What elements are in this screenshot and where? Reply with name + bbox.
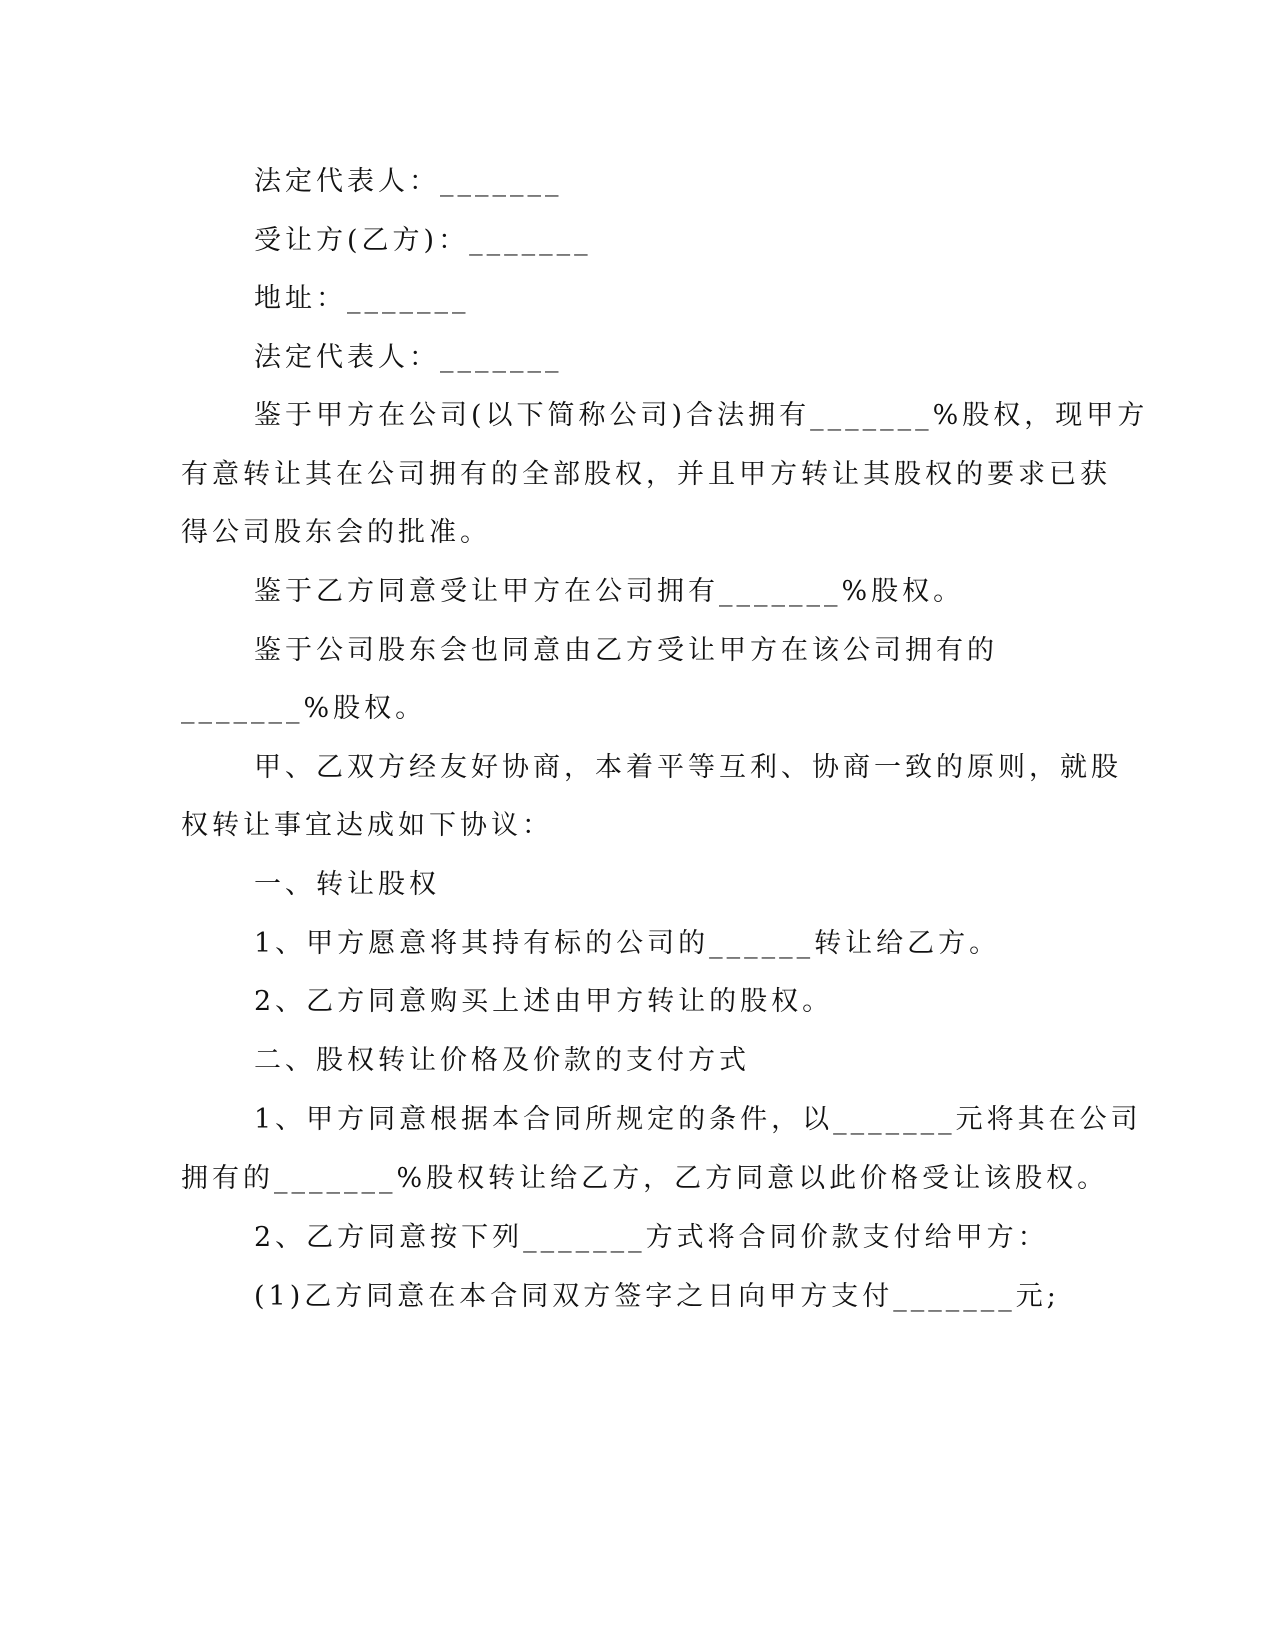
agreement-preamble-line-2: 权转让事宜达成如下协议： xyxy=(181,810,553,841)
legal-representative-line-2: 法定代表人：_______ xyxy=(254,342,563,373)
section-heading-2: 二、股权转让价格及价款的支付方式 xyxy=(254,1045,750,1076)
clause-1-1: 1、甲方愿意将其持有标的公司的______转让给乙方。 xyxy=(254,928,1001,959)
legal-representative-line: 法定代表人：_______ xyxy=(254,166,563,197)
section-heading-1: 一、转让股权 xyxy=(254,869,440,900)
whereas-paragraph-3-line-2: _______%股权。 xyxy=(181,693,427,724)
whereas-paragraph-1-line-1: 鉴于甲方在公司(以下简称公司)合法拥有_______%股权，现甲方 xyxy=(254,400,1149,431)
clause-2-1-line-2: 拥有的_______%股权转让给乙方，乙方同意以此价格受让该股权。 xyxy=(181,1163,1109,1194)
transferee-line: 受让方(乙方)：_______ xyxy=(254,225,592,256)
whereas-paragraph-1-line-2: 有意转让其在公司拥有的全部股权，并且甲方转让其股权的要求已获 xyxy=(181,459,1111,490)
clause-2-2: 2、乙方同意按下列_______方式将合同价款支付给甲方： xyxy=(254,1222,1049,1253)
whereas-paragraph-1-line-3: 得公司股东会的批准。 xyxy=(181,517,491,548)
clause-1-2: 2、乙方同意购买上述由甲方转让的股权。 xyxy=(254,986,834,1017)
clause-2-2-item-1: (1)乙方同意在本合同双方签字之日向甲方支付_______元; xyxy=(254,1281,1060,1312)
agreement-preamble-line-1: 甲、乙双方经友好协商，本着平等互利、协商一致的原则，就股 xyxy=(254,752,1122,783)
address-line: 地址：_______ xyxy=(254,283,470,314)
clause-2-1-line-1: 1、甲方同意根据本合同所规定的条件，以_______元将其在公司 xyxy=(254,1104,1142,1135)
whereas-paragraph-2: 鉴于乙方同意受让甲方在公司拥有_______%股权。 xyxy=(254,576,965,607)
whereas-paragraph-3-line-1: 鉴于公司股东会也同意由乙方受让甲方在该公司拥有的 xyxy=(254,635,998,666)
